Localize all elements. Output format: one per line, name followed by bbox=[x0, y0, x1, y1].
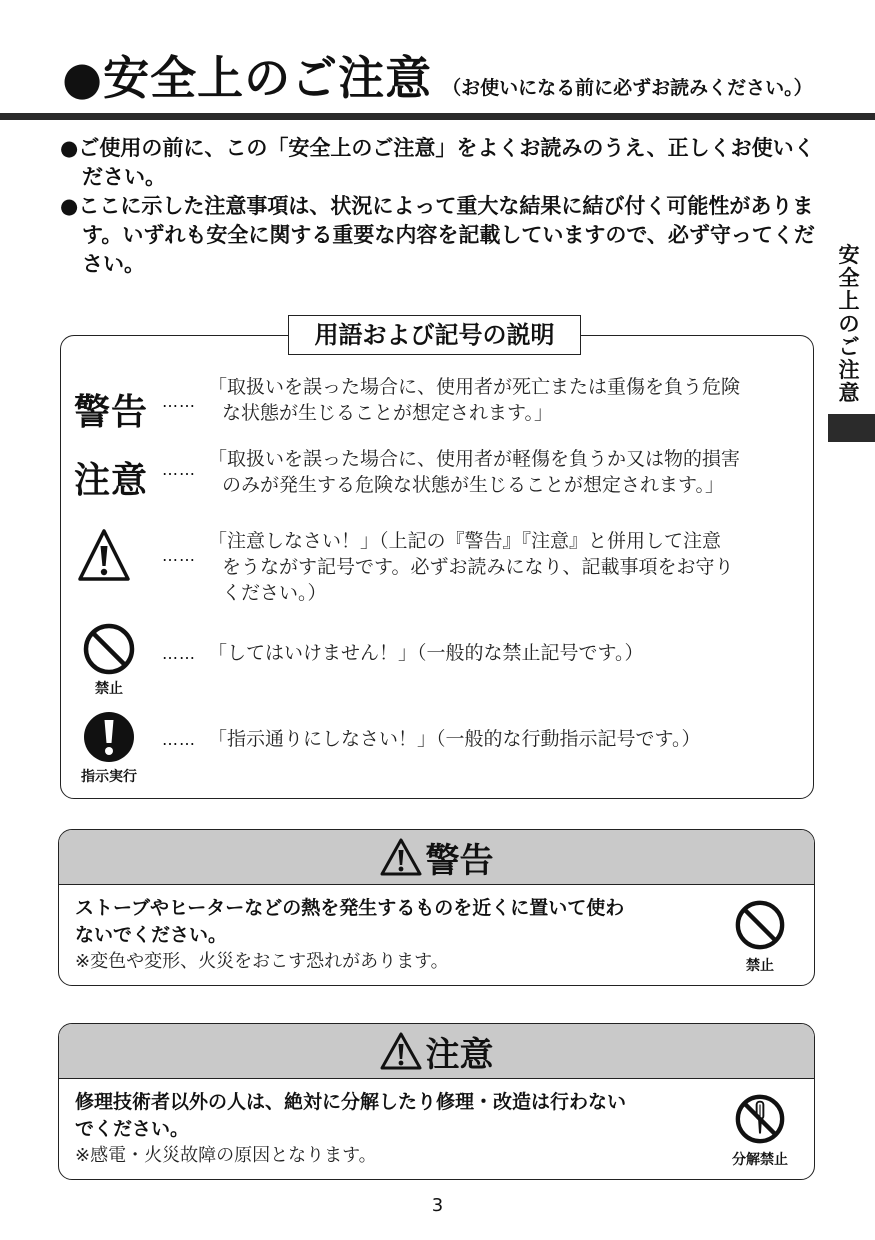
term-attention-desc bbox=[208, 528, 733, 606]
caution-panel-body bbox=[59, 1079, 814, 1179]
intro-bullet: ●ここに示した注意事項は、状況によって重大な結果に結び付く可能性があります。いずれも安全に関する重要な内容を記載していますので、必ず守ってください。 bbox=[60, 194, 815, 276]
page-subtitle: （お使いになる前に必ずお読みください。） bbox=[442, 77, 813, 99]
side-tab-marker bbox=[828, 414, 875, 442]
panel-line: 修理技術者以外の人は、絶対に分解したり修理・改造は行わない bbox=[75, 1091, 627, 1113]
desc-line: 「取扱いを誤った場合に、使用者が死亡または重傷を負う危険 bbox=[208, 376, 741, 398]
term-caution-desc bbox=[208, 446, 740, 498]
desc-line: ください。） bbox=[222, 582, 327, 604]
desc-line: のみが発生する危険な状態が生じることが想定されます。」 bbox=[222, 474, 724, 496]
desc-line: 「取扱いを誤った場合に、使用者が軽傷を負うか又は物的損害 bbox=[208, 448, 741, 470]
page-header bbox=[62, 42, 813, 105]
dots-leader: …… bbox=[162, 730, 196, 749]
desc-line: 「注意しなさい！」（上記の『警告』『注意』と併用して注意 bbox=[208, 530, 722, 552]
caution-panel bbox=[58, 1023, 815, 1180]
panel-line: ないでください。 bbox=[75, 924, 228, 946]
terms-title: 用語および記号の説明 bbox=[288, 315, 581, 355]
prohibition-icon bbox=[734, 899, 786, 951]
dots-leader: …… bbox=[162, 460, 196, 479]
warning-triangle-icon bbox=[380, 1032, 422, 1070]
warning-panel-title: 警告 bbox=[425, 840, 494, 881]
prohibition-label: 禁止 bbox=[95, 681, 123, 697]
no-disassembly-label: 分解禁止 bbox=[732, 1152, 788, 1168]
caution-panel-symbol bbox=[724, 1093, 796, 1169]
term-caution-word: 注意 bbox=[74, 460, 149, 501]
desc-line: をうながす記号です。必ずお読みになり、記載事項をお守り bbox=[222, 556, 734, 578]
header-rule bbox=[0, 113, 875, 120]
warning-panel-header bbox=[59, 830, 814, 885]
warning-panel-text bbox=[75, 895, 715, 949]
side-tab-label: 安全上のご注意 bbox=[838, 243, 860, 405]
term-warning-word: 警告 bbox=[74, 392, 149, 433]
caution-panel-title: 注意 bbox=[425, 1034, 494, 1075]
page-title: ●安全上のご注意 bbox=[62, 51, 433, 105]
warning-panel bbox=[58, 829, 815, 986]
warning-panel-body bbox=[59, 885, 814, 985]
dots-leader: …… bbox=[162, 392, 196, 411]
desc-line: な状態が生じることが想定されます。」 bbox=[222, 402, 553, 424]
warning-panel-symbol bbox=[730, 899, 790, 975]
caution-panel-note: ※感電・火災故障の原因となります。 bbox=[75, 1145, 377, 1166]
no-disassembly-icon bbox=[734, 1093, 786, 1145]
term-instruction-desc: 「指示通りにしなさい！」（一般的な行動指示記号です。） bbox=[208, 728, 701, 750]
warning-triangle-icon bbox=[380, 838, 422, 876]
intro-text bbox=[60, 134, 820, 279]
panel-line: でください。 bbox=[75, 1118, 190, 1140]
term-prohibit-desc: 「してはいけません！」（一般的な禁止記号です。） bbox=[208, 642, 644, 664]
prohibition-label: 禁止 bbox=[746, 958, 774, 974]
dots-leader: …… bbox=[162, 644, 196, 663]
caution-panel-header bbox=[59, 1024, 814, 1079]
instruction-label: 指示実行 bbox=[81, 769, 137, 785]
panel-line: ストーブやヒーターなどの熱を発生するものを近くに置いて使わ bbox=[75, 897, 625, 919]
dots-leader: …… bbox=[162, 546, 196, 565]
page-number: 3 bbox=[431, 1195, 444, 1216]
prohibition-icon bbox=[82, 622, 136, 680]
warning-panel-note: ※変色や変形、火災をおこす恐れがあります。 bbox=[75, 951, 449, 972]
instruction-icon bbox=[82, 710, 136, 768]
caution-panel-text bbox=[75, 1089, 715, 1143]
intro-bullet: ●ご使用の前に、この「安全上のご注意」をよくお読みのうえ、正しくお使いください。 bbox=[60, 136, 815, 189]
term-warning-desc bbox=[208, 374, 740, 426]
warning-triangle-icon bbox=[78, 528, 130, 586]
